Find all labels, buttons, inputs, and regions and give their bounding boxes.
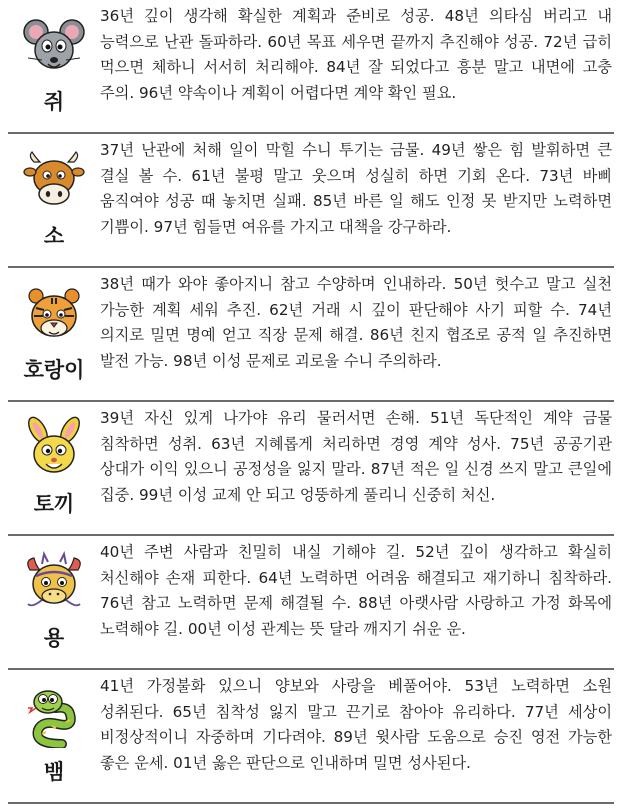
animal-column [8, 670, 100, 802]
snake-icon [22, 684, 86, 748]
animal-name: 용 [43, 626, 65, 650]
zodiac-entry-rabbit [8, 402, 614, 536]
fortune-text: 37년 난관에 처해 일이 막힐 수니 투기는 금물. 49년 쌓은 힘 발휘하면 큰 결실 볼 수. 61년 불평 말고 웃으며 성실히 하면 기회 온다. 73년 바삐 움직여야 성공 때 놓치면 실패. 85년 바른 일 해도 인정 못 받지만 노력하면 기쁨이. 97년 힘들면 여유를 가지고 대책을 강구하라. [100, 141, 612, 236]
animal-name: 쥐 [43, 90, 65, 114]
zodiac-entry-dragon [8, 536, 614, 670]
zodiac-entry-tiger [8, 268, 614, 402]
animal-column [8, 402, 100, 534]
ox-icon [22, 148, 86, 212]
zodiac-entry-ox [8, 134, 614, 268]
tiger-icon [22, 282, 86, 346]
animal-column [8, 268, 100, 400]
fortune-text: 39년 자신 있게 나가야 유리 물러서면 손해. 51년 독단적인 계약 금물 침착하면 성취. 63년 지혜롭게 처리하면 경영 계약 성사. 75년 공공기관 상대가 이익 있으니 공정성을 잃지 말라. 87년 적은 일 신경 쓰지 말고 큰일에 집중. 99년 이성 교제 안 되고 엉뚱하게 풀리니 신중히 처신. [100, 409, 612, 504]
animal-column [8, 0, 100, 132]
animal-name: 호랑이 [23, 358, 85, 382]
dragon-icon [22, 550, 86, 614]
zodiac-entry-snake [8, 670, 614, 804]
fortune-text: 38년 때가 와야 좋아지니 참고 수양하며 인내하라. 50년 헛수고 말고 실천 가능한 계획 세워 추진. 62년 거래 시 깊이 판단해야 사기 피할 수. 74년 의지로 밀면 명예 얻고 직장 문제 해결. 86년 친지 협조로 공적 일 추진하면 발전 가능. 98년 이성 문제로 괴로울 수니 주의하라. [100, 275, 612, 370]
animal-column [8, 134, 100, 266]
fortune-text: 40년 주변 사람과 친밀히 내실 기해야 길. 52년 깊이 생각하고 확실히 처신해야 손재 피한다. 64년 노력하면 어려움 해결되고 재기하니 침착하라. 76년 참고 노력하면 문제 해결될 수. 88년 아랫사람 사랑하고 가정 화목에 노력해야 길. 00년 이성 관계는 뜻 달라 깨지기 쉬운 운. [100, 543, 612, 638]
animal-column [8, 536, 100, 668]
animal-name: 뱀 [43, 760, 65, 784]
animal-name: 소 [43, 224, 65, 248]
fortune-text: 41년 가정불화 있으니 양보와 사랑을 베풀어야. 53년 노력하면 소원 성취된다. 65년 침착성 잃지 말고 끈기로 참아야 유리하다. 77년 세상이 비정상적이니 자중하며 기다려야. 89년 윗사람 도움으로 승진 영전 가능한 좋은 운세. 01년 옳은 판단으로 인내하며 밀면 성사된다. [100, 677, 612, 772]
zodiac-entry-rat [8, 0, 614, 134]
fortune-text: 36년 깊이 생각해 확실한 계획과 준비로 성공. 48년 의타심 버리고 내 능력으로 난관 돌파하라. 60년 목표 세우면 끝까지 추진해야 성공. 72년 급히 먹으면 체하니 서서히 처리해야. 84년 잘 되었다고 흥분 말고 내면에 고충 주의. 96년 약속이나 계획이 어렵다면 계약 확인 필요. [100, 7, 612, 102]
animal-name: 토끼 [33, 492, 75, 516]
rabbit-icon [22, 416, 86, 480]
rat-icon [22, 14, 86, 78]
